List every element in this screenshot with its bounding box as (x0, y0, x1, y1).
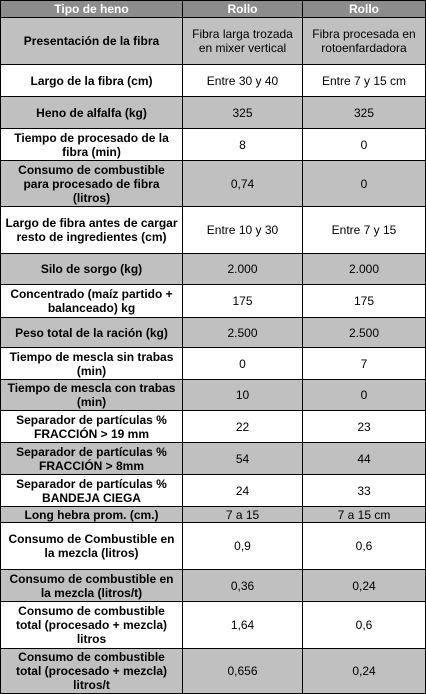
row-value-rollo-2: 44 (303, 443, 426, 475)
table-row (1, 161, 426, 207)
row-value-rollo-1: Entre 10 y 30 (183, 207, 303, 254)
row-label: Tiempo de mescla con trabas (min) (1, 380, 183, 411)
row-label: Largo de fibra antes de cargar resto de ingredientes (cm) (1, 207, 183, 254)
row-label: Concentrado (maíz partido + balanceado) kg (1, 285, 183, 318)
row-value-rollo-2: 7 a 15 cm (303, 507, 426, 523)
row-value-rollo-1: 7 a 15 (183, 507, 303, 523)
table-row (1, 443, 426, 475)
row-value-rollo-2: 23 (303, 411, 426, 443)
row-value-rollo-1: 54 (183, 443, 303, 475)
row-label: Presentación de la fibra (1, 18, 183, 65)
table-row (1, 65, 426, 97)
row-label: Heno de alfalfa (kg) (1, 97, 183, 129)
row-label: Consumo de combustible para procesado de fibra (litros) (1, 161, 183, 207)
table-row (1, 411, 426, 443)
table-row (1, 570, 426, 602)
row-value-rollo-2: 0,6 (303, 602, 426, 649)
row-value-rollo-2: 7 (303, 348, 426, 380)
table-row (1, 523, 426, 570)
row-value-rollo-1: 0 (183, 348, 303, 380)
row-value-rollo-2: Entre 7 y 15 cm (303, 65, 426, 97)
table-row (1, 254, 426, 285)
row-value-rollo-1: 0,36 (183, 570, 303, 602)
row-value-rollo-1: 175 (183, 285, 303, 318)
row-label: Separador de partículas % BANDEJA CIEGA (1, 475, 183, 507)
table-row (1, 507, 426, 523)
table-row (1, 475, 426, 507)
row-label: Tiempo de mescla sin trabas (min) (1, 348, 183, 380)
row-value-rollo-1: 1,64 (183, 602, 303, 649)
header-tipo-de-heno: Tipo de heno (1, 1, 183, 18)
row-value-rollo-1: 2.000 (183, 254, 303, 285)
row-label: Separador de partículas % FRACCIÓN > 19 mm (1, 411, 183, 443)
table-row (1, 207, 426, 254)
row-label: Separador de partículas % FRACCIÓN > 8mm (1, 443, 183, 475)
row-label: Consumo de combustible total (procesado + mezcla) litros (1, 602, 183, 649)
row-label: Consumo de Combustible en la mezcla (litros) (1, 523, 183, 570)
row-label: Largo de la fibra (cm) (1, 65, 183, 97)
row-value-rollo-2: 0,24 (303, 570, 426, 602)
header-rollo-1: Rollo (183, 1, 303, 18)
row-value-rollo-1: 24 (183, 475, 303, 507)
row-value-rollo-2: 325 (303, 97, 426, 129)
row-value-rollo-2: Fibra procesada en rotoenfardadora (303, 18, 426, 65)
row-label: Consumo de combustible en la mezcla (litros/t) (1, 570, 183, 602)
row-value-rollo-1: 10 (183, 380, 303, 411)
row-value-rollo-1: 0,656 (183, 649, 303, 694)
table-row (1, 380, 426, 411)
row-value-rollo-1: 325 (183, 97, 303, 129)
row-value-rollo-1: 0,74 (183, 161, 303, 207)
table-row (1, 318, 426, 348)
row-label: Peso total de la ración (kg) (1, 318, 183, 348)
row-value-rollo-2: 2.000 (303, 254, 426, 285)
table-row (1, 602, 426, 649)
row-value-rollo-2: 0 (303, 380, 426, 411)
table-row (1, 97, 426, 129)
row-value-rollo-2: 0 (303, 129, 426, 161)
row-label: Long hebra prom. (cm.) (1, 507, 183, 523)
row-value-rollo-1: 22 (183, 411, 303, 443)
row-label: Consumo de combustible total (procesado + mezcla) litros/t (1, 649, 183, 694)
row-value-rollo-2: 175 (303, 285, 426, 318)
row-value-rollo-1: Entre 30 y 40 (183, 65, 303, 97)
header-row (1, 1, 426, 18)
table-row (1, 649, 426, 694)
row-value-rollo-2: 2.500 (303, 318, 426, 348)
table-row (1, 348, 426, 380)
row-value-rollo-1: 2.500 (183, 318, 303, 348)
table-row (1, 129, 426, 161)
header-rollo-2: Rollo (303, 1, 426, 18)
row-value-rollo-2: 0,24 (303, 649, 426, 694)
row-label: Silo de sorgo (kg) (1, 254, 183, 285)
row-value-rollo-1: Fibra larga trozada en mixer vertical (183, 18, 303, 65)
row-value-rollo-1: 8 (183, 129, 303, 161)
row-value-rollo-2: 0 (303, 161, 426, 207)
row-value-rollo-2: 0,6 (303, 523, 426, 570)
row-value-rollo-1: 0,9 (183, 523, 303, 570)
table-row (1, 18, 426, 65)
row-label: Tiempo de procesado de la fibra (min) (1, 129, 183, 161)
row-value-rollo-2: Entre 7 y 15 (303, 207, 426, 254)
table-row (1, 285, 426, 318)
row-value-rollo-2: 33 (303, 475, 426, 507)
